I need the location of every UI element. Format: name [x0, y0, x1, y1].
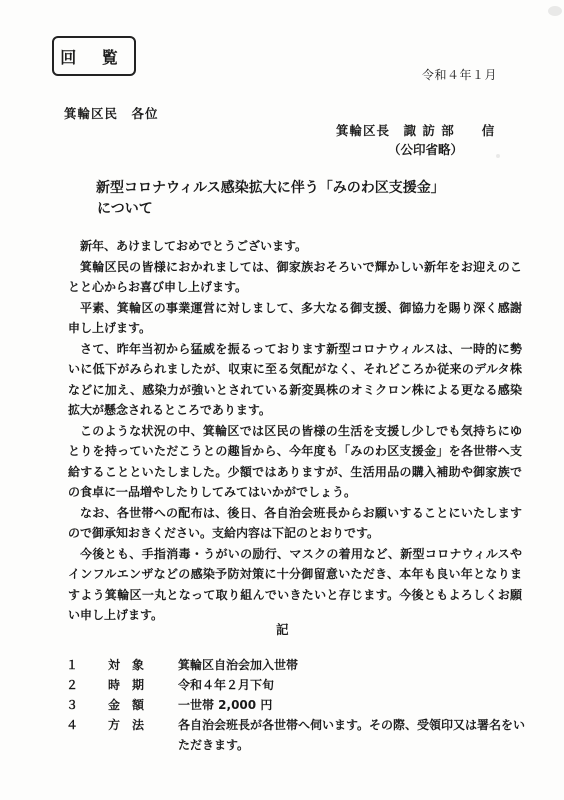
- details-row: [66, 695, 526, 715]
- sender-name: 箕輪区長 諏 訪 部 信: [336, 123, 496, 138]
- item-label: 方法: [108, 718, 157, 732]
- title-line: 新型コロナウィルス感染拡大に伴う「みのわ区支援金」: [96, 180, 445, 196]
- details-table: [66, 655, 526, 755]
- paragraph-thanks: 平素、箕輪区の事業運営に対しまして、多大なる御支援、御協力を賜り深く感謝申し上げます。: [68, 300, 522, 335]
- item-number: ４: [66, 718, 79, 732]
- item-value: 各自治会班長が各世帯へ伺います。その際、受領印又は署名をいただきます。: [178, 718, 526, 752]
- scan-smudge: [548, 6, 562, 16]
- addressee: 箕輪区民 各位: [64, 106, 159, 121]
- item-number: １: [66, 658, 79, 672]
- details-row: [66, 655, 526, 675]
- item-number: ３: [66, 698, 79, 712]
- seal-note: （公印省略）: [388, 142, 464, 157]
- paragraph-greeting: 新年、あけましておめでとうございます。: [80, 239, 308, 253]
- paragraph-covid-situation: さて、昨年当初から猛威を振るっております新型コロナウィルスは、一時的に勢いに低下がみられましたが、収束に至る気配がなく、それどころか従来のデルタ株などに加え、感染力が強いとされている新変異株のオミクロン株による更なる感染拡大が懸念されるところであります。: [68, 341, 522, 417]
- paragraph-support-grant: このような状況の中、箕輪区では区民の皆様の生活を支援し少しでも気持ちにゆとりを持っていただこうとの趣旨から、今年度も「みのわ区支援金」を各世帯へ支給することといたしました。少額ではありますが、生活用品の購入補助や御家族での食卓に一品増やしたりしてみてはいかがでしょう。: [68, 423, 522, 499]
- document-title: [96, 178, 496, 220]
- details-heading: 記: [276, 622, 289, 637]
- details-row: [66, 675, 526, 695]
- item-number: ２: [66, 678, 79, 692]
- title-line: について: [97, 201, 153, 217]
- paragraph-new-year-wishes: 箕輪区民の皆様におかれましては、御家族おそろいで輝かしい新年をお迎えのことと心からお喜び申し上げます。: [68, 259, 522, 294]
- item-value: 一世帯 2,000 円: [178, 698, 273, 712]
- item-label: 対象: [108, 658, 157, 672]
- item-label: 時期: [108, 678, 157, 692]
- details-row: [66, 715, 526, 755]
- paragraph-closing: 今後とも、手指消毒・うがいの励行、マスクの着用など、新型コロナウィルスやインフルエンザなどの感染予防対策に十分御留意いただき、本年も良い年となりますよう箕輪区一丸となって取り組んでいきたいと存じます。今後ともよろしくお願い申し上げます。: [68, 546, 522, 622]
- scan-speck: [496, 154, 500, 158]
- circulation-box: 回 覧: [52, 36, 136, 76]
- item-label: 金額: [108, 698, 157, 712]
- item-value: 令和４年２月下旬: [178, 678, 275, 692]
- item-value: 箕輪区自治会加入世帯: [178, 658, 299, 672]
- letter-body: [68, 236, 522, 626]
- paragraph-distribution: なお、各世帯への配布は、後日、各自治会班長からお願いすることにいたしますので御承知おきください。支給内容は下記のとおりです。: [68, 505, 522, 540]
- document-date: 令和４年１月: [422, 68, 498, 82]
